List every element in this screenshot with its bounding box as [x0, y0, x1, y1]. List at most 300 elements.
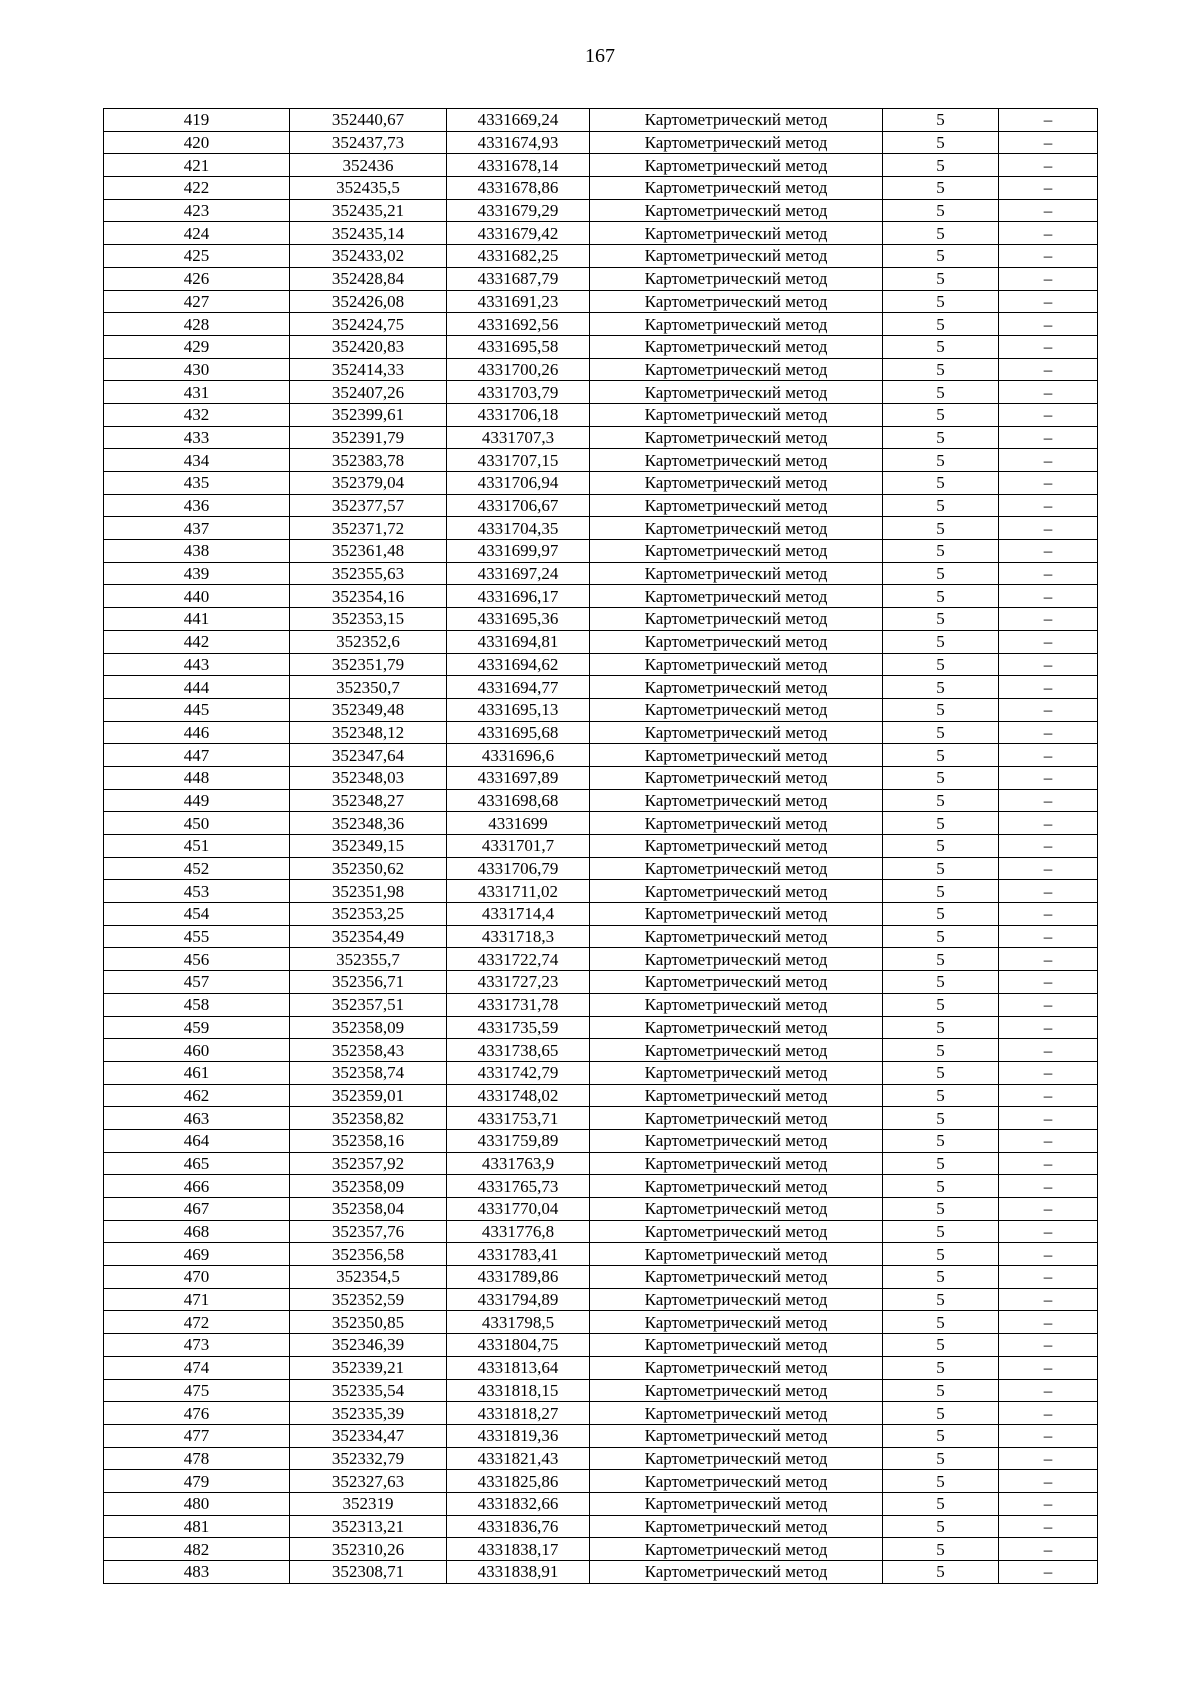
point-number-cell: 468	[104, 1220, 290, 1243]
x-coordinate-cell: 352357,51	[290, 993, 447, 1016]
method-cell: Картометрический метод	[590, 154, 883, 177]
method-cell: Картометрический метод	[590, 1470, 883, 1493]
accuracy-cell: 5	[883, 449, 999, 472]
y-coordinate-cell: 4331765,73	[447, 1175, 590, 1198]
point-number-cell: 439	[104, 562, 290, 585]
x-coordinate-cell: 352348,27	[290, 789, 447, 812]
accuracy-cell: 5	[883, 608, 999, 631]
table-row	[104, 449, 1098, 472]
accuracy-cell: 5	[883, 1538, 999, 1561]
accuracy-cell: 5	[883, 880, 999, 903]
point-number-cell: 460	[104, 1039, 290, 1062]
table-row	[104, 653, 1098, 676]
y-coordinate-cell: 4331813,64	[447, 1356, 590, 1379]
point-number-cell: 456	[104, 948, 290, 971]
x-coordinate-cell: 352391,79	[290, 426, 447, 449]
table-row	[104, 585, 1098, 608]
note-cell: –	[999, 630, 1098, 653]
x-coordinate-cell: 352379,04	[290, 472, 447, 495]
accuracy-cell: 5	[883, 1243, 999, 1266]
point-number-cell: 478	[104, 1447, 290, 1470]
y-coordinate-cell: 4331679,29	[447, 199, 590, 222]
x-coordinate-cell: 352357,92	[290, 1152, 447, 1175]
x-coordinate-cell: 352361,48	[290, 540, 447, 563]
point-number-cell: 447	[104, 744, 290, 767]
point-number-cell: 431	[104, 381, 290, 404]
y-coordinate-cell: 4331695,36	[447, 608, 590, 631]
y-coordinate-cell: 4331678,14	[447, 154, 590, 177]
note-cell: –	[999, 517, 1098, 540]
method-cell: Картометрический метод	[590, 676, 883, 699]
note-cell: –	[999, 1039, 1098, 1062]
y-coordinate-cell: 4331706,79	[447, 857, 590, 880]
table-row	[104, 1220, 1098, 1243]
accuracy-cell: 5	[883, 1311, 999, 1334]
y-coordinate-cell: 4331701,7	[447, 835, 590, 858]
accuracy-cell: 5	[883, 381, 999, 404]
method-cell: Картометрический метод	[590, 1152, 883, 1175]
y-coordinate-cell: 4331692,56	[447, 313, 590, 336]
table-row	[104, 766, 1098, 789]
x-coordinate-cell: 352347,64	[290, 744, 447, 767]
note-cell: –	[999, 698, 1098, 721]
method-cell: Картометрический метод	[590, 766, 883, 789]
method-cell: Картометрический метод	[590, 494, 883, 517]
table-row	[104, 1334, 1098, 1357]
y-coordinate-cell: 4331687,79	[447, 267, 590, 290]
note-cell: –	[999, 1538, 1098, 1561]
accuracy-cell: 5	[883, 109, 999, 132]
point-number-cell: 419	[104, 109, 290, 132]
x-coordinate-cell: 352332,79	[290, 1447, 447, 1470]
note-cell: –	[999, 585, 1098, 608]
note-cell: –	[999, 313, 1098, 336]
point-number-cell: 420	[104, 131, 290, 154]
x-coordinate-cell: 352349,48	[290, 698, 447, 721]
accuracy-cell: 5	[883, 540, 999, 563]
table-row	[104, 540, 1098, 563]
table-row	[104, 857, 1098, 880]
y-coordinate-cell: 4331669,24	[447, 109, 590, 132]
point-number-cell: 446	[104, 721, 290, 744]
method-cell: Картометрический метод	[590, 517, 883, 540]
y-coordinate-cell: 4331819,36	[447, 1424, 590, 1447]
accuracy-cell: 5	[883, 1447, 999, 1470]
note-cell: –	[999, 1198, 1098, 1221]
x-coordinate-cell: 352349,15	[290, 835, 447, 858]
method-cell: Картометрический метод	[590, 789, 883, 812]
note-cell: –	[999, 267, 1098, 290]
y-coordinate-cell: 4331694,77	[447, 676, 590, 699]
note-cell: –	[999, 562, 1098, 585]
method-cell: Картометрический метод	[590, 109, 883, 132]
x-coordinate-cell: 352414,33	[290, 358, 447, 381]
y-coordinate-cell: 4331783,41	[447, 1243, 590, 1266]
x-coordinate-cell: 352352,59	[290, 1288, 447, 1311]
y-coordinate-cell: 4331776,8	[447, 1220, 590, 1243]
method-cell: Картометрический метод	[590, 1016, 883, 1039]
y-coordinate-cell: 4331742,79	[447, 1061, 590, 1084]
point-number-cell: 428	[104, 313, 290, 336]
table-row	[104, 1492, 1098, 1515]
accuracy-cell: 5	[883, 925, 999, 948]
note-cell: –	[999, 1016, 1098, 1039]
table-row	[104, 903, 1098, 926]
note-cell: –	[999, 449, 1098, 472]
point-number-cell: 443	[104, 653, 290, 676]
accuracy-cell: 5	[883, 1492, 999, 1515]
method-cell: Картометрический метод	[590, 1084, 883, 1107]
accuracy-cell: 5	[883, 472, 999, 495]
table-row	[104, 1243, 1098, 1266]
note-cell: –	[999, 540, 1098, 563]
x-coordinate-cell: 352354,49	[290, 925, 447, 948]
y-coordinate-cell: 4331697,24	[447, 562, 590, 585]
table-row	[104, 358, 1098, 381]
point-number-cell: 457	[104, 971, 290, 994]
point-number-cell: 461	[104, 1061, 290, 1084]
note-cell: –	[999, 109, 1098, 132]
point-number-cell: 436	[104, 494, 290, 517]
point-number-cell: 427	[104, 290, 290, 313]
y-coordinate-cell: 4331699	[447, 812, 590, 835]
table-row	[104, 721, 1098, 744]
x-coordinate-cell: 352371,72	[290, 517, 447, 540]
method-cell: Картометрический метод	[590, 358, 883, 381]
note-cell: –	[999, 993, 1098, 1016]
method-cell: Картометрический метод	[590, 472, 883, 495]
point-number-cell: 425	[104, 245, 290, 268]
x-coordinate-cell: 352346,39	[290, 1334, 447, 1357]
point-number-cell: 452	[104, 857, 290, 880]
x-coordinate-cell: 352352,6	[290, 630, 447, 653]
x-coordinate-cell: 352428,84	[290, 267, 447, 290]
note-cell: –	[999, 903, 1098, 926]
table-row	[104, 698, 1098, 721]
note-cell: –	[999, 290, 1098, 313]
method-cell: Картометрический метод	[590, 1538, 883, 1561]
x-coordinate-cell: 352358,16	[290, 1129, 447, 1152]
table-row	[104, 517, 1098, 540]
y-coordinate-cell: 4331711,02	[447, 880, 590, 903]
table-row	[104, 1266, 1098, 1289]
accuracy-cell: 5	[883, 812, 999, 835]
method-cell: Картометрический метод	[590, 835, 883, 858]
y-coordinate-cell: 4331818,27	[447, 1402, 590, 1425]
note-cell: –	[999, 653, 1098, 676]
note-cell: –	[999, 1311, 1098, 1334]
note-cell: –	[999, 472, 1098, 495]
table-row	[104, 630, 1098, 653]
x-coordinate-cell: 352433,02	[290, 245, 447, 268]
table-row	[104, 993, 1098, 1016]
method-cell: Картометрический метод	[590, 403, 883, 426]
table-row	[104, 1424, 1098, 1447]
method-cell: Картометрический метод	[590, 948, 883, 971]
method-cell: Картометрический метод	[590, 993, 883, 1016]
point-number-cell: 455	[104, 925, 290, 948]
accuracy-cell: 5	[883, 676, 999, 699]
accuracy-cell: 5	[883, 1288, 999, 1311]
method-cell: Картометрический метод	[590, 1039, 883, 1062]
method-cell: Картометрический метод	[590, 290, 883, 313]
x-coordinate-cell: 352353,25	[290, 903, 447, 926]
method-cell: Картометрический метод	[590, 812, 883, 835]
note-cell: –	[999, 1447, 1098, 1470]
point-number-cell: 462	[104, 1084, 290, 1107]
x-coordinate-cell: 352436	[290, 154, 447, 177]
y-coordinate-cell: 4331695,68	[447, 721, 590, 744]
x-coordinate-cell: 352435,14	[290, 222, 447, 245]
note-cell: –	[999, 835, 1098, 858]
accuracy-cell: 5	[883, 222, 999, 245]
point-number-cell: 469	[104, 1243, 290, 1266]
method-cell: Картометрический метод	[590, 1288, 883, 1311]
table-row	[104, 131, 1098, 154]
y-coordinate-cell: 4331722,74	[447, 948, 590, 971]
method-cell: Картометрический метод	[590, 426, 883, 449]
accuracy-cell: 5	[883, 403, 999, 426]
accuracy-cell: 5	[883, 154, 999, 177]
accuracy-cell: 5	[883, 1470, 999, 1493]
note-cell: –	[999, 1175, 1098, 1198]
note-cell: –	[999, 494, 1098, 517]
note-cell: –	[999, 1402, 1098, 1425]
y-coordinate-cell: 4331694,81	[447, 630, 590, 653]
x-coordinate-cell: 352424,75	[290, 313, 447, 336]
y-coordinate-cell: 4331691,23	[447, 290, 590, 313]
note-cell: –	[999, 766, 1098, 789]
table-row	[104, 222, 1098, 245]
method-cell: Картометрический метод	[590, 1334, 883, 1357]
method-cell: Картометрический метод	[590, 267, 883, 290]
method-cell: Картометрический метод	[590, 1561, 883, 1584]
y-coordinate-cell: 4331682,25	[447, 245, 590, 268]
point-number-cell: 480	[104, 1492, 290, 1515]
note-cell: –	[999, 676, 1098, 699]
y-coordinate-cell: 4331678,86	[447, 177, 590, 200]
x-coordinate-cell: 352354,5	[290, 1266, 447, 1289]
y-coordinate-cell: 4331838,91	[447, 1561, 590, 1584]
note-cell: –	[999, 177, 1098, 200]
x-coordinate-cell: 352437,73	[290, 131, 447, 154]
accuracy-cell: 5	[883, 426, 999, 449]
y-coordinate-cell: 4331763,9	[447, 1152, 590, 1175]
accuracy-cell: 5	[883, 1424, 999, 1447]
table-row	[104, 1447, 1098, 1470]
x-coordinate-cell: 352327,63	[290, 1470, 447, 1493]
point-number-cell: 466	[104, 1175, 290, 1198]
y-coordinate-cell: 4331707,3	[447, 426, 590, 449]
method-cell: Картометрический метод	[590, 1061, 883, 1084]
point-number-cell: 450	[104, 812, 290, 835]
point-number-cell: 424	[104, 222, 290, 245]
note-cell: –	[999, 925, 1098, 948]
table-row	[104, 109, 1098, 132]
note-cell: –	[999, 744, 1098, 767]
accuracy-cell: 5	[883, 1198, 999, 1221]
accuracy-cell: 5	[883, 1039, 999, 1062]
y-coordinate-cell: 4331804,75	[447, 1334, 590, 1357]
y-coordinate-cell: 4331718,3	[447, 925, 590, 948]
point-number-cell: 472	[104, 1311, 290, 1334]
point-number-cell: 429	[104, 335, 290, 358]
x-coordinate-cell: 352350,85	[290, 1311, 447, 1334]
method-cell: Картометрический метод	[590, 199, 883, 222]
method-cell: Картометрический метод	[590, 653, 883, 676]
note-cell: –	[999, 971, 1098, 994]
accuracy-cell: 5	[883, 971, 999, 994]
point-number-cell: 441	[104, 608, 290, 631]
table-row	[104, 1470, 1098, 1493]
table-row	[104, 971, 1098, 994]
coordinates-table-body	[104, 109, 1098, 1584]
y-coordinate-cell: 4331699,97	[447, 540, 590, 563]
x-coordinate-cell: 352358,09	[290, 1175, 447, 1198]
method-cell: Картометрический метод	[590, 177, 883, 200]
x-coordinate-cell: 352358,74	[290, 1061, 447, 1084]
x-coordinate-cell: 352335,54	[290, 1379, 447, 1402]
accuracy-cell: 5	[883, 199, 999, 222]
method-cell: Картометрический метод	[590, 1379, 883, 1402]
point-number-cell: 454	[104, 903, 290, 926]
accuracy-cell: 5	[883, 1356, 999, 1379]
y-coordinate-cell: 4331697,89	[447, 766, 590, 789]
y-coordinate-cell: 4331696,17	[447, 585, 590, 608]
accuracy-cell: 5	[883, 494, 999, 517]
table-row	[104, 290, 1098, 313]
y-coordinate-cell: 4331821,43	[447, 1447, 590, 1470]
table-row	[104, 335, 1098, 358]
point-number-cell: 483	[104, 1561, 290, 1584]
method-cell: Картометрический метод	[590, 857, 883, 880]
accuracy-cell: 5	[883, 358, 999, 381]
note-cell: –	[999, 1424, 1098, 1447]
method-cell: Картометрический метод	[590, 1175, 883, 1198]
method-cell: Картометрический метод	[590, 222, 883, 245]
point-number-cell: 479	[104, 1470, 290, 1493]
note-cell: –	[999, 1334, 1098, 1357]
point-number-cell: 435	[104, 472, 290, 495]
method-cell: Картометрический метод	[590, 1515, 883, 1538]
method-cell: Картометрический метод	[590, 1107, 883, 1130]
x-coordinate-cell: 352348,12	[290, 721, 447, 744]
point-number-cell: 440	[104, 585, 290, 608]
method-cell: Картометрический метод	[590, 880, 883, 903]
table-row	[104, 608, 1098, 631]
accuracy-cell: 5	[883, 653, 999, 676]
table-row	[104, 1152, 1098, 1175]
y-coordinate-cell: 4331727,23	[447, 971, 590, 994]
accuracy-cell: 5	[883, 903, 999, 926]
method-cell: Картометрический метод	[590, 1266, 883, 1289]
x-coordinate-cell: 352357,76	[290, 1220, 447, 1243]
note-cell: –	[999, 789, 1098, 812]
note-cell: –	[999, 358, 1098, 381]
point-number-cell: 449	[104, 789, 290, 812]
note-cell: –	[999, 1470, 1098, 1493]
accuracy-cell: 5	[883, 313, 999, 336]
x-coordinate-cell: 352359,01	[290, 1084, 447, 1107]
table-row	[104, 1016, 1098, 1039]
accuracy-cell: 5	[883, 857, 999, 880]
accuracy-cell: 5	[883, 766, 999, 789]
table-row	[104, 1379, 1098, 1402]
x-coordinate-cell: 352358,04	[290, 1198, 447, 1221]
note-cell: –	[999, 948, 1098, 971]
y-coordinate-cell: 4331753,71	[447, 1107, 590, 1130]
accuracy-cell: 5	[883, 1266, 999, 1289]
accuracy-cell: 5	[883, 562, 999, 585]
x-coordinate-cell: 352313,21	[290, 1515, 447, 1538]
note-cell: –	[999, 1356, 1098, 1379]
point-number-cell: 464	[104, 1129, 290, 1152]
accuracy-cell: 5	[883, 1515, 999, 1538]
accuracy-cell: 5	[883, 1061, 999, 1084]
x-coordinate-cell: 352426,08	[290, 290, 447, 313]
table-row	[104, 1515, 1098, 1538]
method-cell: Картометрический метод	[590, 449, 883, 472]
y-coordinate-cell: 4331696,6	[447, 744, 590, 767]
point-number-cell: 434	[104, 449, 290, 472]
accuracy-cell: 5	[883, 1016, 999, 1039]
note-cell: –	[999, 335, 1098, 358]
table-row	[104, 1311, 1098, 1334]
x-coordinate-cell: 352435,5	[290, 177, 447, 200]
accuracy-cell: 5	[883, 1561, 999, 1584]
y-coordinate-cell: 4331674,93	[447, 131, 590, 154]
accuracy-cell: 5	[883, 1129, 999, 1152]
point-number-cell: 458	[104, 993, 290, 1016]
accuracy-cell: 5	[883, 630, 999, 653]
accuracy-cell: 5	[883, 585, 999, 608]
point-number-cell: 426	[104, 267, 290, 290]
y-coordinate-cell: 4331698,68	[447, 789, 590, 812]
accuracy-cell: 5	[883, 177, 999, 200]
note-cell: –	[999, 1379, 1098, 1402]
point-number-cell: 423	[104, 199, 290, 222]
method-cell: Картометрический метод	[590, 971, 883, 994]
note-cell: –	[999, 1288, 1098, 1311]
method-cell: Картометрический метод	[590, 245, 883, 268]
method-cell: Картометрический метод	[590, 540, 883, 563]
table-row	[104, 1288, 1098, 1311]
note-cell: –	[999, 1515, 1098, 1538]
point-number-cell: 448	[104, 766, 290, 789]
accuracy-cell: 5	[883, 1084, 999, 1107]
note-cell: –	[999, 154, 1098, 177]
accuracy-cell: 5	[883, 1220, 999, 1243]
y-coordinate-cell: 4331798,5	[447, 1311, 590, 1334]
x-coordinate-cell: 352356,58	[290, 1243, 447, 1266]
table-row	[104, 1061, 1098, 1084]
accuracy-cell: 5	[883, 1402, 999, 1425]
accuracy-cell: 5	[883, 789, 999, 812]
method-cell: Картометрический метод	[590, 1356, 883, 1379]
note-cell: –	[999, 880, 1098, 903]
point-number-cell: 421	[104, 154, 290, 177]
point-number-cell: 453	[104, 880, 290, 903]
method-cell: Картометрический метод	[590, 1311, 883, 1334]
accuracy-cell: 5	[883, 290, 999, 313]
y-coordinate-cell: 4331703,79	[447, 381, 590, 404]
note-cell: –	[999, 1129, 1098, 1152]
accuracy-cell: 5	[883, 721, 999, 744]
note-cell: –	[999, 1266, 1098, 1289]
note-cell: –	[999, 245, 1098, 268]
x-coordinate-cell: 352339,21	[290, 1356, 447, 1379]
y-coordinate-cell: 4331738,65	[447, 1039, 590, 1062]
